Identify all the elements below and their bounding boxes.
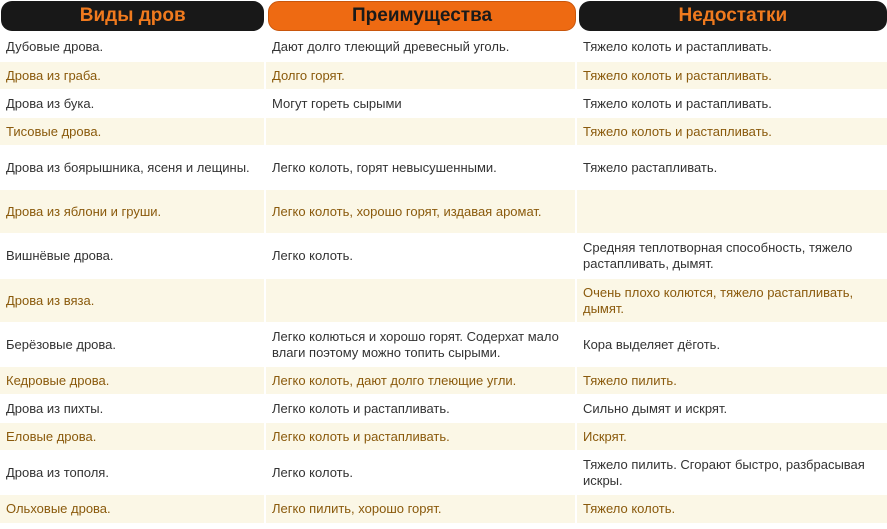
wood-type-cell: Берёзовые дрова. <box>0 323 266 366</box>
disadvantages-cell: Тяжело колоть и растапливать. <box>577 33 887 61</box>
wood-type-cell: Дубовые дрова. <box>0 33 266 61</box>
wood-type-cell: Дрова из яблони и груши. <box>0 190 266 233</box>
table-body <box>0 33 887 524</box>
table-row <box>0 90 887 118</box>
table-row <box>0 33 887 62</box>
disadvantages-cell: Тяжело пилить. <box>577 367 887 394</box>
wood-type-cell: Еловые дрова. <box>0 423 266 450</box>
table-row <box>0 495 887 524</box>
advantages-cell: Легко колоть, хорошо горят, издавая аромат. <box>266 190 577 233</box>
table-row <box>0 279 887 323</box>
table-row <box>0 234 887 279</box>
disadvantages-cell: Кора выделяет дёготь. <box>577 323 887 366</box>
disadvantages-cell: Тяжело растапливать. <box>577 146 887 189</box>
advantages-cell: Легко колються и хорошо горят. Содерхат мало влаги поэтому можно топить сырыми. <box>266 323 577 366</box>
disadvantages-cell: Тяжело колоть. <box>577 495 887 523</box>
advantages-cell: Легко колоть и растапливать. <box>266 395 577 422</box>
table-row <box>0 323 887 367</box>
table-row <box>0 395 887 423</box>
disadvantages-cell: Очень плохо колются, тяжело растапливать, дымят. <box>577 279 887 322</box>
disadvantages-cell: Сильно дымят и искрят. <box>577 395 887 422</box>
advantages-cell <box>266 279 577 322</box>
disadvantages-cell: Тяжело пилить. Сгорают быстро, разбрасывая искры. <box>577 451 887 494</box>
disadvantages-cell: Тяжело колоть и растапливать. <box>577 118 887 145</box>
advantages-cell: Легко колоть. <box>266 234 577 278</box>
wood-type-cell: Дрова из бука. <box>0 90 266 117</box>
advantages-cell: Легко колоть, дают долго тлеющие угли. <box>266 367 577 394</box>
wood-type-cell: Дрова из граба. <box>0 62 266 89</box>
advantages-cell: Легко пилить, хорошо горят. <box>266 495 577 523</box>
disadvantages-cell: Тяжело колоть и растапливать. <box>577 90 887 117</box>
header-wood-types: Виды дров <box>1 1 264 31</box>
advantages-cell: Дают долго тлеющий древесный уголь. <box>266 33 577 61</box>
disadvantages-cell <box>577 190 887 233</box>
wood-type-cell: Тисовые дрова. <box>0 118 266 145</box>
advantages-cell: Легко колоть и растапливать. <box>266 423 577 450</box>
table-row <box>0 62 887 90</box>
wood-type-cell: Дрова из боярышника, ясеня и лещины. <box>0 146 266 189</box>
advantages-cell <box>266 118 577 145</box>
advantages-cell: Легко колоть. <box>266 451 577 494</box>
table-row <box>0 118 887 146</box>
wood-type-cell: Дрова из вяза. <box>0 279 266 322</box>
table-header <box>0 0 887 33</box>
advantages-cell: Легко колоть, горят невысушенными. <box>266 146 577 189</box>
table-row <box>0 423 887 451</box>
wood-type-cell: Ольховые дрова. <box>0 495 266 523</box>
disadvantages-cell: Искрят. <box>577 423 887 450</box>
disadvantages-cell: Средняя теплотворная способность, тяжело растапливать, дымят. <box>577 234 887 278</box>
wood-type-cell: Вишнёвые дрова. <box>0 234 266 278</box>
disadvantages-cell: Тяжело колоть и растапливать. <box>577 62 887 89</box>
advantages-cell: Могут гореть сырыми <box>266 90 577 117</box>
wood-type-cell: Дрова из пихты. <box>0 395 266 422</box>
advantages-cell: Долго горят. <box>266 62 577 89</box>
header-advantages: Преимущества <box>268 1 575 31</box>
table-row <box>0 367 887 395</box>
header-disadvantages: Недостатки <box>579 1 887 31</box>
wood-type-cell: Дрова из тополя. <box>0 451 266 494</box>
table-row <box>0 146 887 190</box>
table-row <box>0 451 887 495</box>
table-row <box>0 190 887 234</box>
wood-type-cell: Кедровые дрова. <box>0 367 266 394</box>
